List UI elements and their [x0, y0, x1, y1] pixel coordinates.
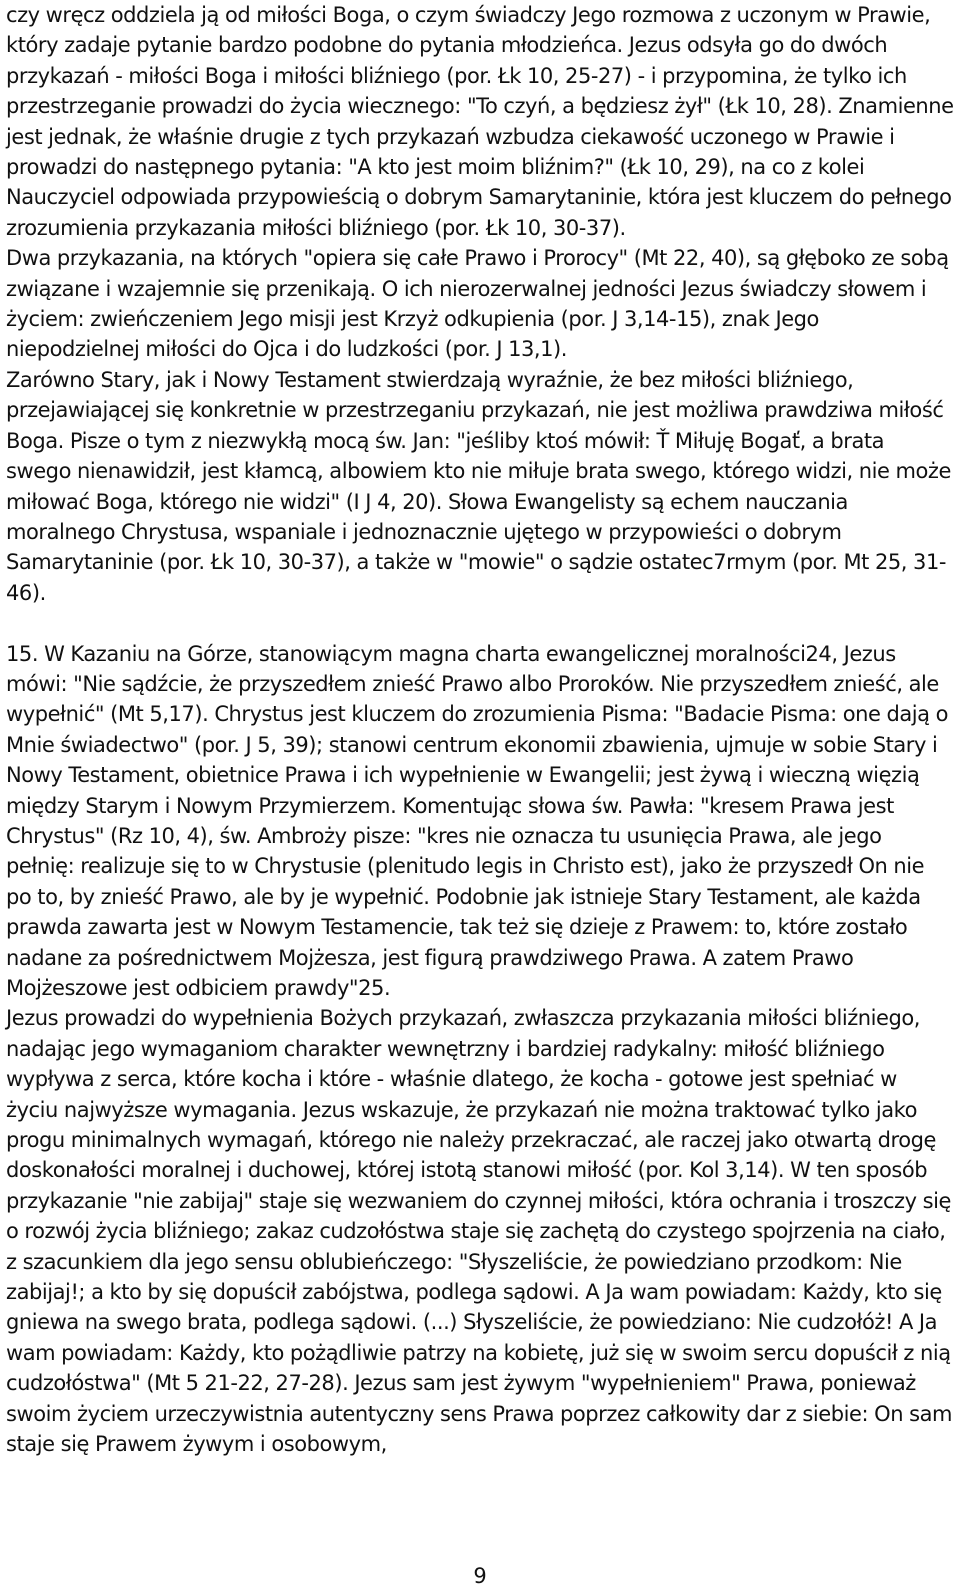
document-page: [6, 0, 954, 1459]
paragraph-3: Zarówno Stary, jak i Nowy Testament stwierdzają wyraźnie, że bez miłości bliźniego, przejawiającej się konkretnie w przestrzeganiu przykazań, nie jest możliwa prawdziwa miłość Boga. Pisze o tym z niezwykłą mocą św. Jan: "jeśliby ktoś mówił: Ť Miłuję Bogať, a brata swego nienawidził, jest kłamcą, albowiem kto nie miłuje brata swego, którego widzi, nie może miłować Boga, którego nie widzi" (I J 4, 20). Słowa Ewangelisty są echem nauczania moralnego Chrystusa, wspaniale i jednoznacznie ujętego w przypowieści o dobrym Samarytaninie (por. Łk 10, 30-37), a także w "mowie" o sądzie ostatec7rmym (por. Mt 25, 31-46).: [6, 367, 951, 605]
paragraph-4: 15. W Kazaniu na Górze, stanowiącym magna charta ewangelicznej moralności24, Jezus mówi: "Nie sądźcie, że przyszedłem znieść Prawo albo Proroków. Nie przyszedłem znieść, ale wypełnić" (Mt 5,17). Chrystus jest kluczem do zrozumienia Pisma: "Badacie Pisma: one dają o Mnie świadectwo" (por. J 5, 39); stanowi centrum ekonomii zbawienia, ujmuje w sobie Stary i Nowy Testament, obietnice Prawa i ich wypełnienie w Ewangelii; jest żywą i wieczną więzią między Starym i Nowym Przymierzem. Komentując słowa św. Pawła: "kresem Prawa jest Chrystus" (Rz 10, 4), św. Ambroży pisze: "kres nie oznacza tu usunięcia Prawa, ale jego pełnię: realizuje się to w Chrystusie (plenitudo legis in Christo est), jako że przyszedł On nie po to, by znieść Prawo, ale by je wypełnić. Podobnie jak istnieje Stary Testament, ale każda prawda zawarta jest w Nowym Testamencie, tak też się dzieje z Prawem: to, które zostało nadane za pośrednictwem Mojżesza, jest figurą prawdziwego Prawa. A zatem Prawo Mojżeszowe jest odbiciem prawdy"25.: [6, 641, 949, 1000]
page-number: 9: [473, 1564, 487, 1588]
paragraph-2: Dwa przykazania, na których "opiera się całe Prawo i Prorocy" (Mt 22, 40), są głęboko ze sobą związane i wzajemnie się przenikają. O ich nierozerwalnej jedności Jezus świadczy słowem i życiem: zwieńczeniem Jego misji jest Krzyż odkupienia (por. J 3,14-15), znak Jego niepodzielnej miłości do Ojca i do ludzkości (por. J 13,1).: [6, 246, 949, 362]
paragraph-gap: [6, 608, 954, 638]
paragraph-5: Jezus prowadzi do wypełnienia Bożych przykazań, zwłaszcza przykazania miłości bliźniego, nadając jego wymaganiom charakter wewnętrzny i bardziej radykalny: miłość bliźniego wypływa z serca, które kocha i które - właśnie dlatego, że kocha - gotowe jest spełniać w życiu najwyższe wymagania. Jezus wskazuje, że przykazań nie można traktować tylko jako progu minimalnych wymagań, którego nie należy przekraczać, ale raczej jako otwartą drogę doskonałości moralnej i duchowej, której istotą stanowi miłość (por. Kol 3,14). W ten sposób przykazanie "nie zabijaj" staje się wezwaniem do czynnej miłości, która ochrania i troszczy się o rozwój życia bliźniego; zakaz cudzołóstwa staje się zachętą do czystego spojrzenia na ciało, z szacunkiem dla jego sensu oblubieńczego: "Słyszeliście, że powiedziano przodkom: Nie zabijaj!; a kto by się dopuścił zabójstwa, podlega sądowi. A Ja wam powiadam: Każdy, kto się gniewa na swego brata, podlega sądowi. (...) Słyszeliście, że powiedziano: Nie cudzołóż! A Ja wam powiadam: Każdy, kto pożądliwie patrzy na kobietę, już się w swoim sercu dopuścił z nią cudzołóstwa" (Mt 5 21-22, 27-28). Jezus sam jest żywym "wypełnieniem" Prawa, ponieważ swoim życiem urzeczywistnia autentyczny sens Prawa poprzez całkowity dar z siebie: On sam staje się Prawem żywym i osobowym,: [6, 1006, 952, 1457]
paragraph-1: czy wręcz oddziela ją od miłości Boga, o czym świadczy Jego rozmowa z uczonym w Prawie, który zadaje pytanie bardzo podobne do pytania młodzieńca. Jezus odsyła go do dwóch przykazań - miłości Boga i miłości bliźniego (por. Łk 10, 25-27) - i przypomina, że tylko ich przestrzeganie prowadzi do życia wiecznego: "To czyń, a będziesz żył" (Łk 10, 28). Znamienne jest jednak, że właśnie drugie z tych przykazań wzbudza ciekawość uczonego w Prawie i prowadzi do następnego pytania: "A kto jest moim bliźnim?" (Łk 10, 29), na co z kolei Nauczyciel odpowiada przypowieścią o dobrym Samarytaninie, która jest kluczem do pełnego zrozumienia przykazania miłości bliźniego (por. Łk 10, 30-37).: [6, 3, 954, 240]
